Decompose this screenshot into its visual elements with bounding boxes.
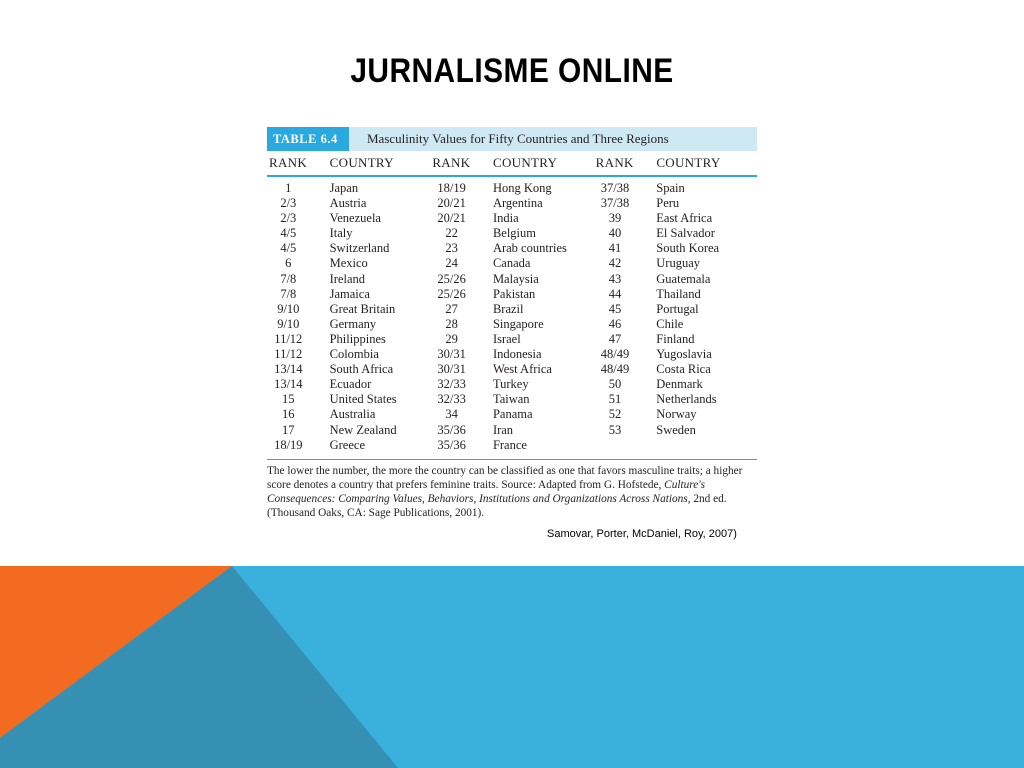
- table-body: [267, 177, 757, 459]
- rank-cell: 37/38: [600, 181, 630, 195]
- country-cell: Panama: [492, 407, 533, 422]
- country-cell: United States: [329, 392, 397, 407]
- country-cell: Brazil: [492, 301, 524, 316]
- country-cell: Yugoslavia: [656, 347, 712, 362]
- rank-cell: 13/14: [274, 377, 303, 392]
- rank-cell: 4/5: [280, 226, 297, 241]
- rank-cell: 30/31: [437, 347, 466, 362]
- country-cell: [636, 438, 757, 453]
- country-cell: Sweden: [656, 422, 696, 437]
- table-row: [267, 181, 757, 196]
- table-row: [267, 196, 757, 211]
- rank-cell: 37/38: [600, 196, 630, 211]
- country-cell: Belgium: [492, 226, 536, 241]
- rank-cell: 28: [445, 316, 458, 331]
- table-row: [267, 362, 757, 377]
- country-cell: Turkey: [492, 377, 529, 392]
- rank-cell: 11/12: [274, 331, 303, 346]
- country-cell: Arab countries: [492, 241, 567, 256]
- rank-cell: 15: [282, 392, 295, 407]
- rank-cell: 4/5: [280, 241, 297, 256]
- table-row: [267, 287, 757, 302]
- rank-cell: 43: [608, 271, 622, 286]
- rank-cell: 32/33: [437, 377, 466, 392]
- country-cell: Denmark: [656, 377, 703, 392]
- rank-cell: 44: [608, 286, 622, 301]
- rank-cell: 7/8: [280, 286, 297, 301]
- country-cell: Norway: [656, 407, 697, 422]
- table-footnote: [267, 460, 757, 521]
- rank-cell: 9/10: [277, 316, 300, 331]
- country-cell: Ireland: [329, 271, 366, 286]
- country-cell: Finland: [656, 331, 695, 346]
- table-row: [267, 392, 757, 407]
- rank-cell: 25/26: [437, 286, 466, 301]
- header-rank-2: RANK: [432, 155, 471, 170]
- country-cell: France: [492, 437, 527, 452]
- table-row: [267, 407, 757, 422]
- table-row: [267, 241, 757, 256]
- rank-cell: 52: [608, 407, 622, 422]
- country-cell: Jamaica: [329, 286, 370, 301]
- country-cell: El Salvador: [656, 226, 715, 241]
- country-cell: Hong Kong: [492, 181, 552, 195]
- country-cell: Pakistan: [492, 286, 536, 301]
- table-caption: Masculinity Values for Fifty Countries and Three Regions: [367, 131, 669, 146]
- slide-title: JURNALISME ONLINE: [350, 52, 674, 90]
- rank-cell: 39: [608, 211, 622, 226]
- table-row: [267, 423, 757, 438]
- country-cell: South Africa: [329, 362, 394, 377]
- country-cell: New Zealand: [329, 422, 397, 437]
- rank-cell: 20/21: [437, 196, 466, 211]
- rank-cell: 47: [608, 331, 622, 346]
- country-cell: Indonesia: [492, 347, 542, 362]
- country-cell: Spain: [656, 181, 685, 195]
- country-cell: Mexico: [329, 256, 368, 271]
- country-cell: Ecuador: [329, 377, 372, 392]
- country-cell: Thailand: [656, 286, 701, 301]
- country-cell: Italy: [329, 226, 353, 241]
- country-cell: India: [492, 211, 519, 226]
- header-rank-3: RANK: [595, 155, 634, 170]
- country-cell: East Africa: [656, 211, 713, 226]
- rank-cell: 45: [608, 301, 622, 316]
- country-cell: Venezuela: [329, 211, 381, 226]
- table-row: [267, 377, 757, 392]
- footnote-source-title: Culture's Consequences: Comparing Values, Behaviors, Institutions and Organizations Across Nations,: [267, 478, 706, 506]
- country-cell: Chile: [656, 316, 684, 331]
- rank-cell: 20/21: [437, 211, 466, 226]
- country-cell: South Korea: [656, 241, 720, 256]
- rank-cell: 27: [445, 301, 458, 316]
- table-header: [267, 127, 757, 151]
- rank-cell: 29: [445, 331, 458, 346]
- country-cell: Portugal: [656, 301, 699, 316]
- rank-cell: 25/26: [437, 271, 466, 286]
- header-country-1: COUNTRY: [329, 155, 394, 170]
- table-row: [267, 317, 757, 332]
- header-rank-1: RANK: [269, 155, 308, 170]
- masculinity-table-figure: [267, 127, 757, 521]
- country-cell: Japan: [329, 181, 359, 195]
- country-cell: Argentina: [492, 196, 543, 211]
- country-cell: Germany: [329, 316, 377, 331]
- country-cell: Singapore: [492, 316, 544, 331]
- rank-cell: 48/49: [600, 362, 630, 377]
- country-cell: Austria: [329, 196, 367, 211]
- rank-cell: 46: [608, 316, 622, 331]
- table-row: [267, 347, 757, 362]
- footnote-text: The lower the number, the more the country can be classified as one that favors masculine traits; a higher score denotes a country that prefers feminine traits. Source: Adapted from G. Hofstede,: [267, 464, 743, 491]
- rank-cell: 7/8: [280, 271, 297, 286]
- rank-cell: 30/31: [437, 362, 466, 377]
- country-cell: Greece: [329, 437, 365, 452]
- table-label: TABLE 6.4: [267, 127, 349, 151]
- country-cell: Israel: [492, 331, 521, 346]
- rank-cell: 2/3: [280, 211, 297, 226]
- rank-cell: 9/10: [277, 301, 300, 316]
- rank-cell: 23: [445, 241, 458, 256]
- country-cell: Guatemala: [656, 271, 711, 286]
- rank-cell: 40: [608, 226, 622, 241]
- table-row: [267, 272, 757, 287]
- country-cell: Australia: [329, 407, 376, 422]
- country-cell: Canada: [492, 256, 531, 271]
- decorative-footer-band: [0, 566, 1024, 768]
- table-row: [267, 226, 757, 241]
- rank-cell: 41: [608, 241, 622, 256]
- country-cell: Iran: [492, 422, 514, 437]
- country-cell: Philippines: [329, 331, 386, 346]
- rank-cell: 24: [445, 256, 458, 271]
- rank-cell: 18/19: [274, 437, 303, 452]
- rank-cell: 2/3: [280, 196, 297, 211]
- table-row: [267, 211, 757, 226]
- rank-cell: 16: [282, 407, 295, 422]
- country-cell: Uruguay: [656, 256, 701, 271]
- rank-cell: 53: [608, 422, 622, 437]
- rank-cell: 35/36: [437, 437, 466, 452]
- country-cell: Great Britain: [329, 301, 396, 316]
- country-cell: Malaysia: [492, 271, 539, 286]
- rank-cell: [594, 438, 637, 453]
- country-cell: Taiwan: [492, 392, 530, 407]
- column-headers: [267, 151, 757, 175]
- rank-cell: 11/12: [274, 347, 303, 362]
- rank-cell: 18/19: [437, 181, 466, 195]
- country-cell: Switzerland: [329, 241, 390, 256]
- rank-cell: 51: [608, 392, 622, 407]
- rank-cell: 50: [608, 377, 622, 392]
- citation: Samovar, Porter, McDaniel, Roy, 2007): [547, 528, 737, 540]
- header-country-3: COUNTRY: [656, 155, 721, 170]
- table-row: [267, 438, 757, 453]
- country-cell: Costa Rica: [656, 362, 711, 377]
- rank-cell: 22: [445, 226, 458, 241]
- rank-cell: 1: [285, 181, 292, 195]
- country-cell: Colombia: [329, 347, 379, 362]
- rank-cell: 42: [608, 256, 622, 271]
- rank-cell: 13/14: [274, 362, 303, 377]
- rank-cell: 48/49: [600, 347, 630, 362]
- rank-cell: 34: [445, 407, 458, 422]
- country-cell: Peru: [656, 196, 680, 211]
- rank-cell: 17: [282, 422, 295, 437]
- rank-cell: 35/36: [437, 422, 466, 437]
- table-row: [267, 302, 757, 317]
- table-row: [267, 256, 757, 271]
- header-country-2: COUNTRY: [492, 155, 558, 170]
- table-row: [267, 332, 757, 347]
- rank-cell: 32/33: [437, 392, 466, 407]
- rank-cell: 6: [285, 256, 292, 271]
- country-cell: West Africa: [492, 362, 552, 377]
- footnote-publication: 2nd ed. (Thousand Oaks, CA: Sage Publications, 2001).: [267, 493, 727, 520]
- country-cell: Netherlands: [656, 392, 717, 407]
